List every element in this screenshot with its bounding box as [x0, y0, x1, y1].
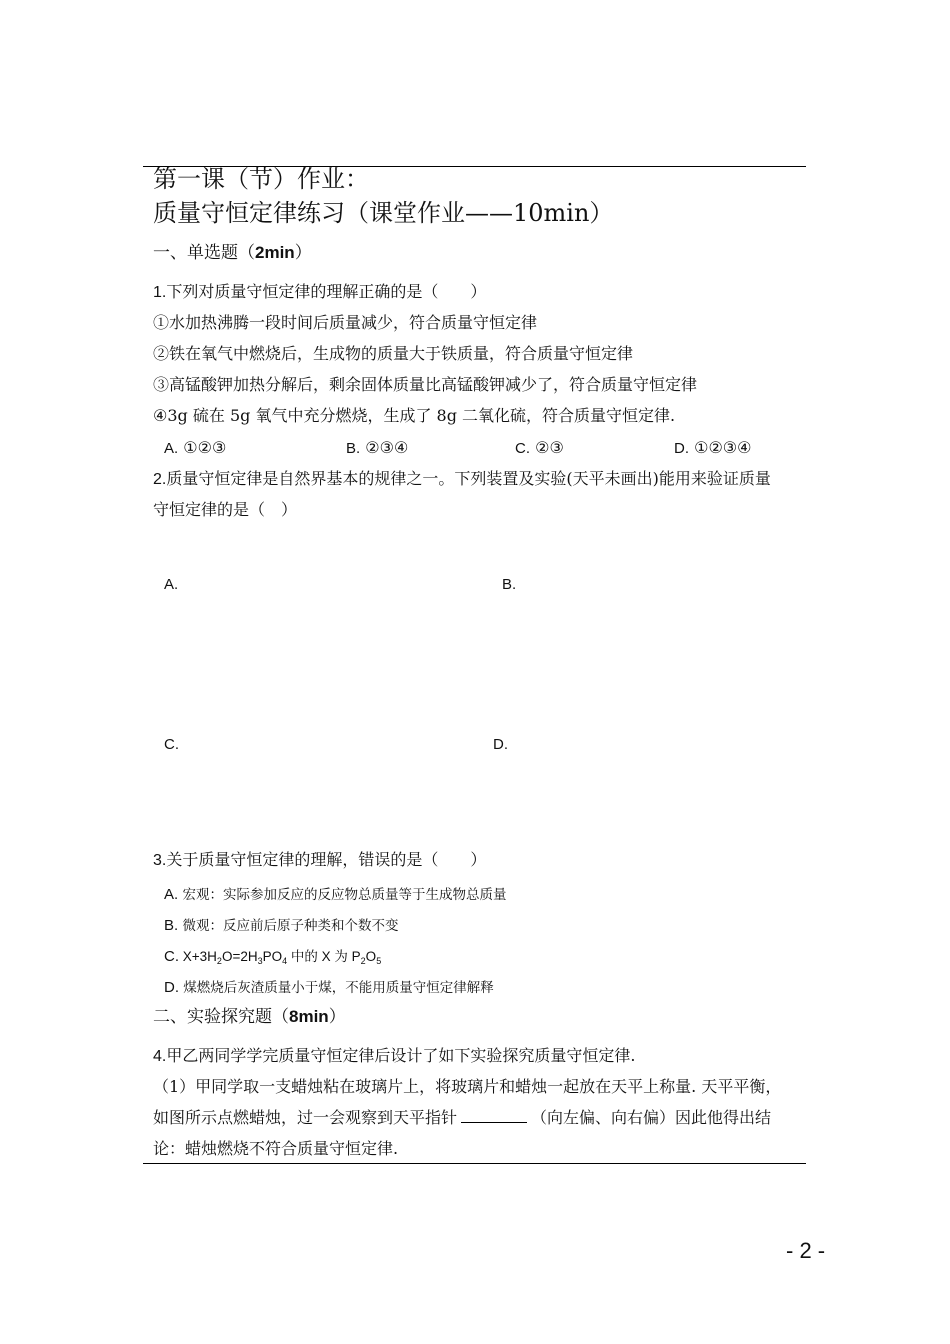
option-text: 微观：反应前后原子种类和个数不变 — [182, 918, 399, 934]
option-text: 煤燃烧后灰渣质量小于煤，不能用质量守恒定律解释 — [183, 980, 494, 996]
formula-part: PO — [262, 949, 283, 964]
answer-blank[interactable] — [461, 1108, 527, 1123]
formula-part: O — [365, 949, 377, 964]
section-1-time: 2min — [255, 243, 295, 262]
formula — [183, 949, 381, 964]
option-letter: B. — [346, 440, 361, 457]
option-letter: A. — [164, 440, 179, 457]
title-line-1: 第一课（节）作业： — [153, 165, 369, 193]
title-line-2: 质量守恒定律练习（课堂作业——10min） — [153, 199, 614, 227]
subscript: 2 — [360, 956, 366, 966]
section-1-heading — [153, 238, 312, 263]
question-2 — [153, 463, 771, 495]
question-1-statement: ②铁在氧气中燃烧后，生成物的质量大于铁质量，符合质量守恒定律 — [153, 344, 634, 363]
formula-part: O=2H — [221, 949, 258, 964]
option-text: ①②③④ — [694, 438, 752, 457]
subscript: 2 — [216, 956, 222, 966]
option-letter: C. — [164, 948, 179, 965]
question-4-part-1-line-2 — [153, 1102, 771, 1133]
option-text: ①②③ — [183, 438, 227, 457]
formula-part: X+3H — [182, 949, 217, 964]
question-3 — [153, 844, 486, 876]
question-1-number: 1. — [153, 284, 167, 301]
question-1-statement: ④3g 硫在 5g 氧气中充分燃烧，生成了 8g 二氧化硫，符合质量守恒定律. — [153, 406, 676, 425]
question-4-part-1-line-1: （1）甲同学取一支蜡烛粘在玻璃片上，将玻璃片和蜡烛一起放在天平上称量. 天平平衡， — [153, 1077, 782, 1096]
option-letter: D. — [674, 440, 689, 457]
question-2-option-d[interactable]: D. — [493, 736, 508, 753]
question-1-option-c[interactable] — [515, 432, 564, 464]
question-2-option-c[interactable]: C. — [164, 736, 179, 753]
question-3-stem: 关于质量守恒定律的理解，错误的是（ ） — [166, 850, 487, 869]
option-text: ②③ — [535, 438, 564, 457]
section-2-time: 8min — [289, 1007, 329, 1026]
subscript: 3 — [257, 956, 263, 966]
option-letter: D. — [164, 979, 179, 996]
option-text: 宏观：实际参加反应的反应物总质量等于生成物总质量 — [182, 887, 507, 903]
question-4-number: 4. — [153, 1048, 167, 1065]
section-1-suffix: ） — [294, 243, 312, 263]
part-1-text: 如图所示点燃蜡烛，过一会观察到天平指针 — [153, 1108, 458, 1127]
question-3-option-b[interactable] — [164, 914, 398, 934]
question-3-option-a[interactable] — [164, 883, 506, 903]
question-4 — [153, 1040, 635, 1072]
question-3-number: 3. — [153, 852, 167, 869]
question-3-option-c[interactable] — [164, 945, 381, 966]
section-2-heading — [153, 1002, 346, 1027]
question-1 — [153, 276, 486, 308]
section-1-prefix: 一、单选题（ — [153, 243, 255, 263]
question-2-option-a[interactable]: A. — [164, 576, 179, 593]
option-letter: A. — [164, 886, 179, 903]
section-2-suffix: ） — [328, 1007, 346, 1027]
question-3-option-d[interactable] — [164, 976, 494, 996]
question-1-statement: ①水加热沸腾一段时间后质量减少，符合质量守恒定律 — [153, 313, 538, 332]
question-2-option-b[interactable]: B. — [502, 576, 517, 593]
part-1-text: （向左偏、向右偏）因此他得出结 — [531, 1108, 772, 1127]
page-number: - 2 - — [786, 1238, 826, 1263]
subscript: 5 — [376, 956, 382, 966]
question-2-stem-line-2: 守恒定律的是（ ） — [153, 500, 298, 519]
question-2-number: 2. — [153, 471, 167, 488]
question-2-stem-line-1: 质量守恒定律是自然界基本的规律之一。下列装置及实验(天平未画出)能用来验证质量 — [166, 469, 771, 488]
question-1-option-d[interactable] — [674, 432, 751, 464]
question-1-stem: 下列对质量守恒定律的理解正确的是（ ） — [166, 282, 487, 301]
option-letter: C. — [515, 440, 530, 457]
question-1-option-b[interactable] — [346, 432, 408, 464]
option-text: ②③④ — [365, 438, 409, 457]
section-2-prefix: 二、实验探究题（ — [153, 1007, 289, 1027]
question-4-stem: 甲乙两同学学完质量守恒定律后设计了如下实验探究质量守恒定律. — [166, 1046, 636, 1065]
question-1-statement: ③高锰酸钾加热分解后，剩余固体质量比高锰酸钾减少了，符合质量守恒定律 — [153, 375, 698, 394]
question-4-part-1-line-3: 论：蜡烛燃烧不符合质量守恒定律. — [153, 1139, 399, 1158]
footer-rule — [143, 1163, 806, 1164]
question-1-option-a[interactable] — [164, 432, 226, 464]
option-letter: B. — [164, 917, 179, 934]
formula-part: 中的 X 为 P — [287, 949, 361, 964]
subscript: 4 — [282, 956, 288, 966]
